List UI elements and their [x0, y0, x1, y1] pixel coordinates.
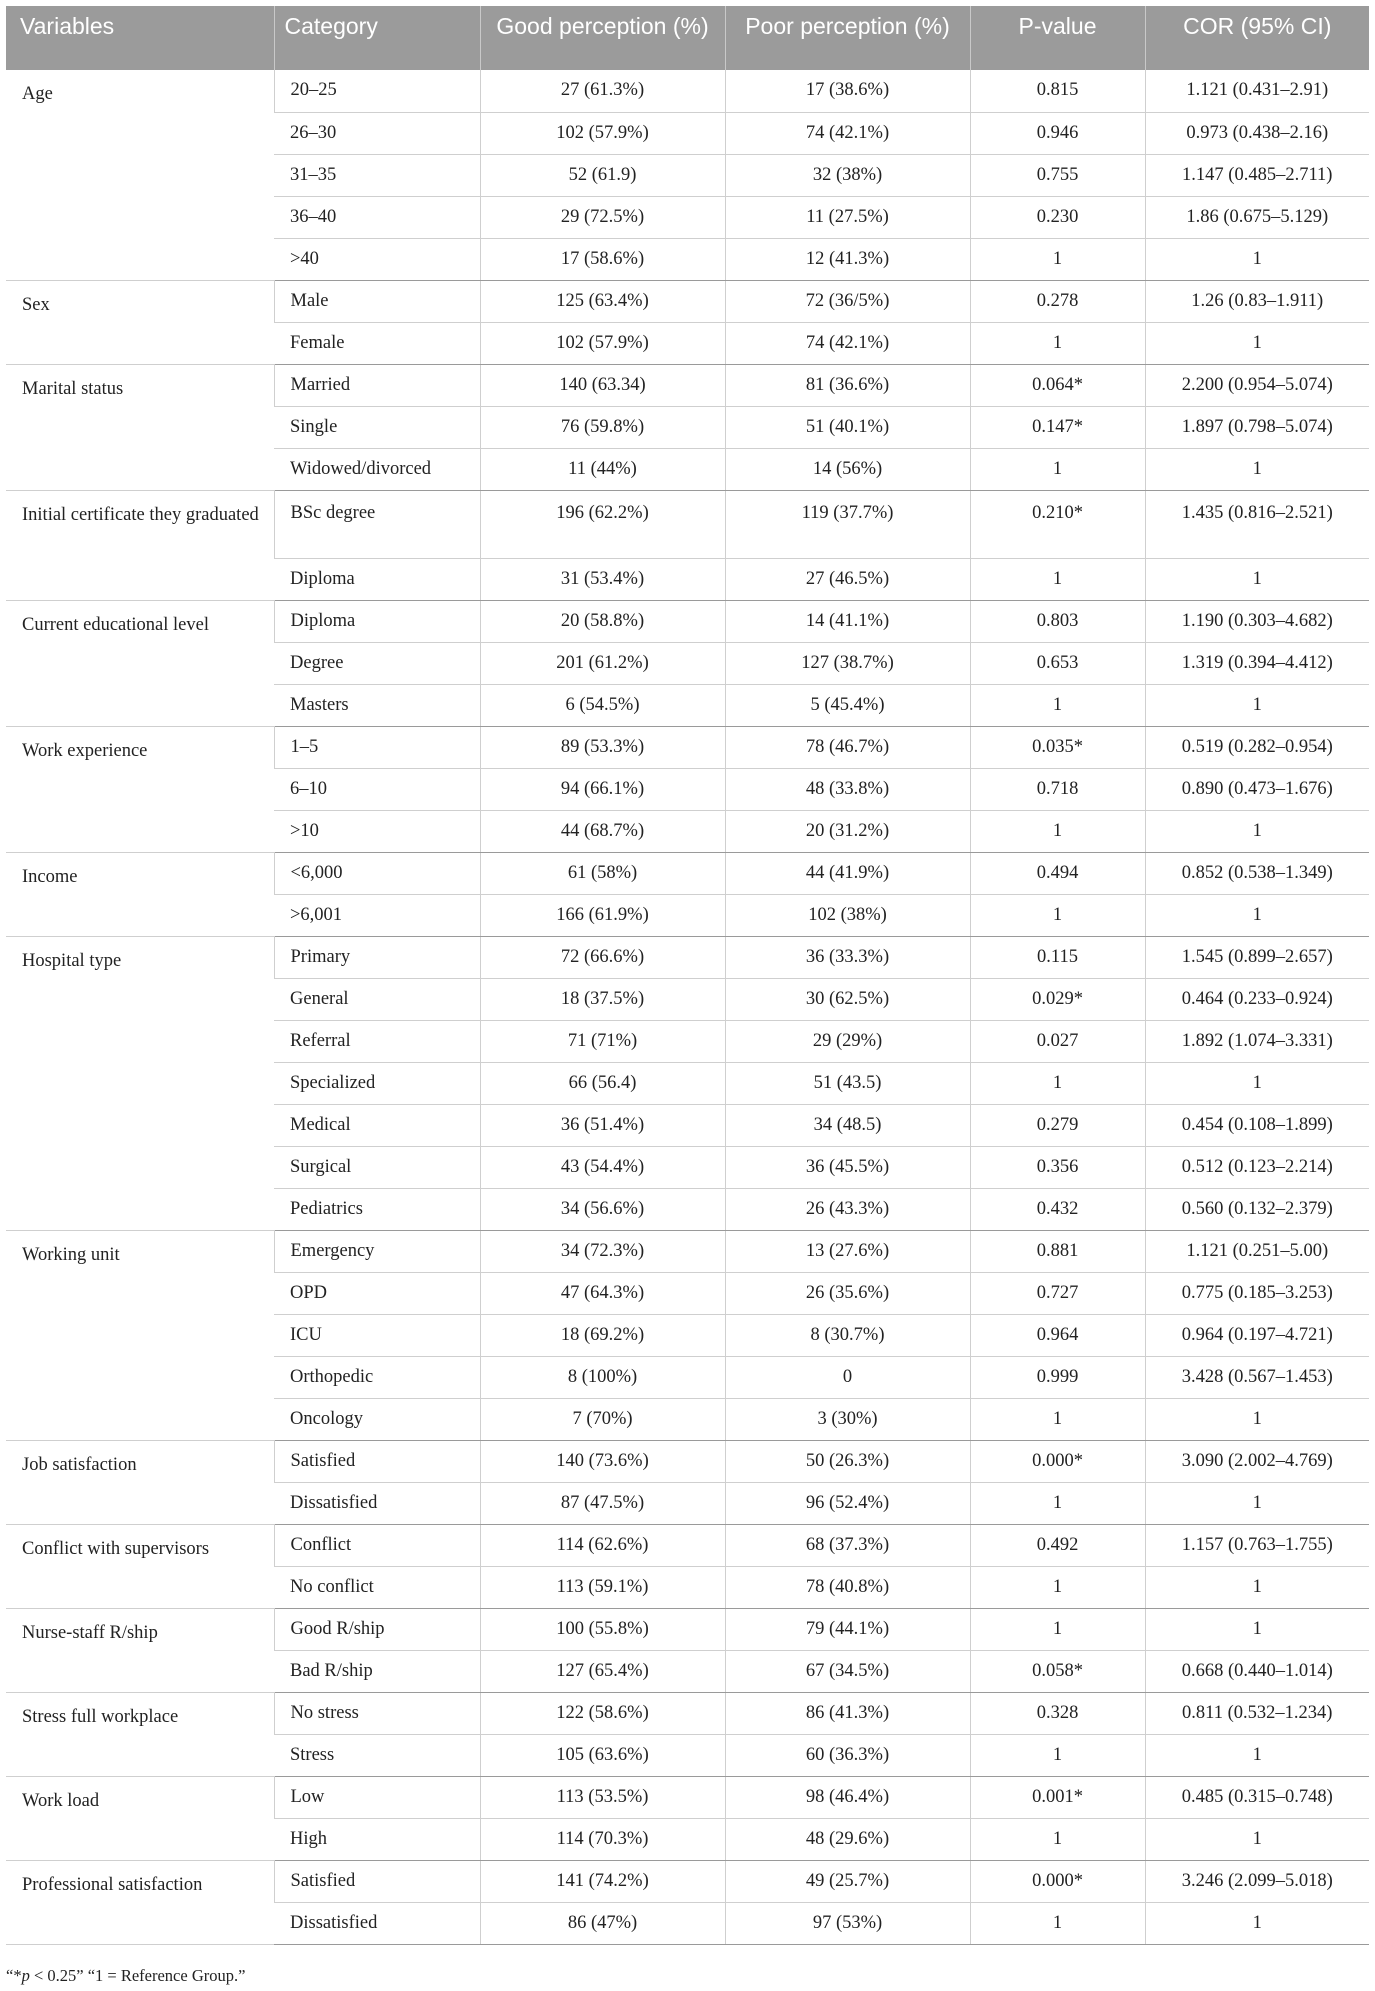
p-value-cell: 0.815 [970, 70, 1145, 112]
table-header-row [6, 6, 1369, 70]
poor-perception-cell: 36 (45.5%) [725, 1146, 970, 1188]
good-perception-cell: 140 (63.34) [480, 364, 725, 406]
poor-perception-cell: 68 (37.3%) [725, 1524, 970, 1566]
footnote-part2: < 0.25” “1 = Reference Group.” [29, 1966, 246, 1985]
cor-cell: 0.890 (0.473–1.676) [1145, 768, 1369, 810]
table-row [6, 1692, 1369, 1734]
header-category: Category [274, 6, 480, 70]
category-cell: Dissatisfied [274, 1902, 480, 1944]
p-value-cell: 0.494 [970, 852, 1145, 894]
poor-perception-cell: 50 (26.3%) [725, 1440, 970, 1482]
cor-cell: 1 [1145, 1482, 1369, 1524]
category-cell: No stress [274, 1692, 480, 1734]
p-value-cell: 0.058* [970, 1650, 1145, 1692]
table-row [6, 1230, 1369, 1272]
good-perception-cell: 102 (57.9%) [480, 322, 725, 364]
poor-perception-cell: 14 (56%) [725, 448, 970, 490]
variable-cell: Hospital type [6, 936, 274, 1230]
poor-perception-cell: 26 (43.3%) [725, 1188, 970, 1230]
cor-cell: 1.147 (0.485–2.711) [1145, 154, 1369, 196]
cor-cell: 1 [1145, 1608, 1369, 1650]
cor-cell: 1 [1145, 1818, 1369, 1860]
poor-perception-cell: 14 (41.1%) [725, 600, 970, 642]
good-perception-cell: 102 (57.9%) [480, 112, 725, 154]
poor-perception-cell: 36 (33.3%) [725, 936, 970, 978]
cor-cell: 1.892 (1.074–3.331) [1145, 1020, 1369, 1062]
good-perception-cell: 89 (53.3%) [480, 726, 725, 768]
p-value-cell: 1 [970, 322, 1145, 364]
table-row [6, 1608, 1369, 1650]
category-cell: General [274, 978, 480, 1020]
poor-perception-cell: 51 (43.5) [725, 1062, 970, 1104]
cor-cell: 0.973 (0.438–2.16) [1145, 112, 1369, 154]
category-cell: 36–40 [274, 196, 480, 238]
cor-cell: 3.246 (2.099–5.018) [1145, 1860, 1369, 1902]
cor-cell: 0.519 (0.282–0.954) [1145, 726, 1369, 768]
category-cell: 20–25 [274, 70, 480, 112]
good-perception-cell: 18 (69.2%) [480, 1314, 725, 1356]
variable-cell: Sex [6, 280, 274, 364]
good-perception-cell: 43 (54.4%) [480, 1146, 725, 1188]
table-row [6, 726, 1369, 768]
cor-cell: 1.157 (0.763–1.755) [1145, 1524, 1369, 1566]
poor-perception-cell: 98 (46.4%) [725, 1776, 970, 1818]
category-cell: OPD [274, 1272, 480, 1314]
poor-perception-cell: 78 (46.7%) [725, 726, 970, 768]
poor-perception-cell: 5 (45.4%) [725, 684, 970, 726]
p-value-cell: 1 [970, 1398, 1145, 1440]
category-cell: Orthopedic [274, 1356, 480, 1398]
cor-cell: 1 [1145, 810, 1369, 852]
p-value-cell: 0.000* [970, 1440, 1145, 1482]
good-perception-cell: 20 (58.8%) [480, 600, 725, 642]
p-value-cell: 0.881 [970, 1230, 1145, 1272]
p-value-cell: 0.115 [970, 936, 1145, 978]
category-cell: Degree [274, 642, 480, 684]
cor-cell: 0.852 (0.538–1.349) [1145, 852, 1369, 894]
category-cell: Satisfied [274, 1440, 480, 1482]
category-cell: Satisfied [274, 1860, 480, 1902]
p-value-cell: 1 [970, 1734, 1145, 1776]
cor-cell: 1.319 (0.394–4.412) [1145, 642, 1369, 684]
good-perception-cell: 8 (100%) [480, 1356, 725, 1398]
p-value-cell: 1 [970, 448, 1145, 490]
good-perception-cell: 34 (72.3%) [480, 1230, 725, 1272]
poor-perception-cell: 74 (42.1%) [725, 322, 970, 364]
poor-perception-cell: 48 (33.8%) [725, 768, 970, 810]
cor-cell: 1 [1145, 448, 1369, 490]
cor-cell: 1 [1145, 894, 1369, 936]
table-row [6, 70, 1369, 112]
table-row [6, 490, 1369, 558]
category-cell: Single [274, 406, 480, 448]
category-cell: Good R/ship [274, 1608, 480, 1650]
cor-cell: 0.485 (0.315–0.748) [1145, 1776, 1369, 1818]
poor-perception-cell: 48 (29.6%) [725, 1818, 970, 1860]
poor-perception-cell: 49 (25.7%) [725, 1860, 970, 1902]
poor-perception-cell: 20 (31.2%) [725, 810, 970, 852]
p-value-cell: 0.755 [970, 154, 1145, 196]
cor-cell: 1.121 (0.431–2.91) [1145, 70, 1369, 112]
cor-cell: 1 [1145, 1398, 1369, 1440]
p-value-cell: 0.064* [970, 364, 1145, 406]
category-cell: 31–35 [274, 154, 480, 196]
p-value-cell: 1 [970, 894, 1145, 936]
cor-cell: 0.512 (0.123–2.214) [1145, 1146, 1369, 1188]
variable-cell: Current educational level [6, 600, 274, 726]
good-perception-cell: 87 (47.5%) [480, 1482, 725, 1524]
p-value-cell: 0.946 [970, 112, 1145, 154]
variable-cell: Work experience [6, 726, 274, 852]
poor-perception-cell: 51 (40.1%) [725, 406, 970, 448]
footnote-p-symbol: p [21, 1966, 30, 1985]
category-cell: >10 [274, 810, 480, 852]
poor-perception-cell: 12 (41.3%) [725, 238, 970, 280]
cor-cell: 0.964 (0.197–4.721) [1145, 1314, 1369, 1356]
good-perception-cell: 44 (68.7%) [480, 810, 725, 852]
footnote-part1: “* [6, 1966, 22, 1985]
p-value-cell: 1 [970, 238, 1145, 280]
poor-perception-cell: 34 (48.5) [725, 1104, 970, 1146]
good-perception-cell: 114 (70.3%) [480, 1818, 725, 1860]
p-value-cell: 0.000* [970, 1860, 1145, 1902]
header-variables: Variables [6, 6, 274, 70]
good-perception-cell: 36 (51.4%) [480, 1104, 725, 1146]
good-perception-cell: 7 (70%) [480, 1398, 725, 1440]
cor-cell: 1 [1145, 322, 1369, 364]
good-perception-cell: 47 (64.3%) [480, 1272, 725, 1314]
p-value-cell: 0.210* [970, 490, 1145, 558]
variable-cell: Job satisfaction [6, 1440, 274, 1524]
good-perception-cell: 66 (56.4) [480, 1062, 725, 1104]
category-cell: Married [274, 364, 480, 406]
p-value-cell: 1 [970, 1818, 1145, 1860]
good-perception-cell: 113 (53.5%) [480, 1776, 725, 1818]
category-cell: 6–10 [274, 768, 480, 810]
good-perception-cell: 201 (61.2%) [480, 642, 725, 684]
category-cell: ICU [274, 1314, 480, 1356]
p-value-cell: 0.035* [970, 726, 1145, 768]
table-row [6, 1524, 1369, 1566]
poor-perception-cell: 29 (29%) [725, 1020, 970, 1062]
data-table-container [6, 6, 1369, 1945]
good-perception-cell: 27 (61.3%) [480, 70, 725, 112]
good-perception-cell: 71 (71%) [480, 1020, 725, 1062]
category-cell: Masters [274, 684, 480, 726]
category-cell: Bad R/ship [274, 1650, 480, 1692]
category-cell: 1–5 [274, 726, 480, 768]
cor-cell: 1 [1145, 238, 1369, 280]
poor-perception-cell: 78 (40.8%) [725, 1566, 970, 1608]
category-cell: Emergency [274, 1230, 480, 1272]
header-good-perception: Good perception (%) [480, 6, 725, 70]
good-perception-cell: 122 (58.6%) [480, 1692, 725, 1734]
good-perception-cell: 52 (61.9) [480, 154, 725, 196]
cor-cell: 1.190 (0.303–4.682) [1145, 600, 1369, 642]
cor-cell: 0.560 (0.132–2.379) [1145, 1188, 1369, 1230]
p-value-cell: 0.432 [970, 1188, 1145, 1230]
poor-perception-cell: 44 (41.9%) [725, 852, 970, 894]
cor-cell: 1.545 (0.899–2.657) [1145, 936, 1369, 978]
poor-perception-cell: 67 (34.5%) [725, 1650, 970, 1692]
good-perception-cell: 196 (62.2%) [480, 490, 725, 558]
category-cell: Widowed/divorced [274, 448, 480, 490]
p-value-cell: 1 [970, 810, 1145, 852]
poor-perception-cell: 127 (38.7%) [725, 642, 970, 684]
category-cell: >40 [274, 238, 480, 280]
variable-cell: Marital status [6, 364, 274, 490]
good-perception-cell: 113 (59.1%) [480, 1566, 725, 1608]
cor-cell: 1 [1145, 1062, 1369, 1104]
category-cell: Conflict [274, 1524, 480, 1566]
good-perception-cell: 76 (59.8%) [480, 406, 725, 448]
cor-cell: 0.464 (0.233–0.924) [1145, 978, 1369, 1020]
cor-cell: 3.428 (0.567–1.453) [1145, 1356, 1369, 1398]
table-row [6, 364, 1369, 406]
p-value-cell: 1 [970, 558, 1145, 600]
category-cell: Medical [274, 1104, 480, 1146]
category-cell: Diploma [274, 558, 480, 600]
category-cell: High [274, 1818, 480, 1860]
variable-cell: Professional satisfaction [6, 1860, 274, 1944]
p-value-cell: 1 [970, 1902, 1145, 1944]
category-cell: 26–30 [274, 112, 480, 154]
poor-perception-cell: 30 (62.5%) [725, 978, 970, 1020]
category-cell: >6,001 [274, 894, 480, 936]
p-value-cell: 0.027 [970, 1020, 1145, 1062]
table-row [6, 1440, 1369, 1482]
table-row [6, 936, 1369, 978]
p-value-cell: 0.029* [970, 978, 1145, 1020]
category-cell: Female [274, 322, 480, 364]
cor-cell: 1.26 (0.83–1.911) [1145, 280, 1369, 322]
cor-cell: 1.86 (0.675–5.129) [1145, 196, 1369, 238]
category-cell: Primary [274, 936, 480, 978]
p-value-cell: 0.718 [970, 768, 1145, 810]
p-value-cell: 0.653 [970, 642, 1145, 684]
cor-cell: 0.775 (0.185–3.253) [1145, 1272, 1369, 1314]
category-cell: Pediatrics [274, 1188, 480, 1230]
poor-perception-cell: 97 (53%) [725, 1902, 970, 1944]
variable-cell: Work load [6, 1776, 274, 1860]
category-cell: BSc degree [274, 490, 480, 558]
good-perception-cell: 94 (66.1%) [480, 768, 725, 810]
p-value-cell: 0.279 [970, 1104, 1145, 1146]
poor-perception-cell: 17 (38.6%) [725, 70, 970, 112]
p-value-cell: 0.999 [970, 1356, 1145, 1398]
good-perception-cell: 125 (63.4%) [480, 280, 725, 322]
good-perception-cell: 86 (47%) [480, 1902, 725, 1944]
p-value-cell: 1 [970, 684, 1145, 726]
table-footnote [6, 1966, 245, 1986]
p-value-cell: 0.964 [970, 1314, 1145, 1356]
cor-cell: 1 [1145, 558, 1369, 600]
good-perception-cell: 61 (58%) [480, 852, 725, 894]
header-poor-perception: Poor perception (%) [725, 6, 970, 70]
p-value-cell: 0.803 [970, 600, 1145, 642]
good-perception-cell: 72 (66.6%) [480, 936, 725, 978]
poor-perception-cell: 102 (38%) [725, 894, 970, 936]
good-perception-cell: 29 (72.5%) [480, 196, 725, 238]
category-cell: Oncology [274, 1398, 480, 1440]
category-cell: <6,000 [274, 852, 480, 894]
good-perception-cell: 141 (74.2%) [480, 1860, 725, 1902]
good-perception-cell: 100 (55.8%) [480, 1608, 725, 1650]
cor-cell: 2.200 (0.954–5.074) [1145, 364, 1369, 406]
table-row [6, 600, 1369, 642]
variable-cell: Conflict with supervisors [6, 1524, 274, 1608]
variable-cell: Initial certificate they graduated [6, 490, 274, 600]
cor-cell: 0.811 (0.532–1.234) [1145, 1692, 1369, 1734]
good-perception-cell: 140 (73.6%) [480, 1440, 725, 1482]
good-perception-cell: 166 (61.9%) [480, 894, 725, 936]
header-cor-ci: COR (95% CI) [1145, 6, 1369, 70]
category-cell: Dissatisfied [274, 1482, 480, 1524]
cor-cell: 1.435 (0.816–2.521) [1145, 490, 1369, 558]
category-cell: No conflict [274, 1566, 480, 1608]
poor-perception-cell: 8 (30.7%) [725, 1314, 970, 1356]
category-cell: Referral [274, 1020, 480, 1062]
poor-perception-cell: 11 (27.5%) [725, 196, 970, 238]
category-cell: Diploma [274, 600, 480, 642]
p-value-cell: 0.492 [970, 1524, 1145, 1566]
cor-cell: 1 [1145, 1566, 1369, 1608]
p-value-cell: 1 [970, 1566, 1145, 1608]
p-value-cell: 0.727 [970, 1272, 1145, 1314]
cor-cell: 0.668 (0.440–1.014) [1145, 1650, 1369, 1692]
cor-cell: 1 [1145, 1734, 1369, 1776]
p-value-cell: 0.278 [970, 280, 1145, 322]
good-perception-cell: 18 (37.5%) [480, 978, 725, 1020]
table-row [6, 1776, 1369, 1818]
poor-perception-cell: 26 (35.6%) [725, 1272, 970, 1314]
poor-perception-cell: 81 (36.6%) [725, 364, 970, 406]
poor-perception-cell: 119 (37.7%) [725, 490, 970, 558]
cor-cell: 0.454 (0.108–1.899) [1145, 1104, 1369, 1146]
good-perception-cell: 114 (62.6%) [480, 1524, 725, 1566]
good-perception-cell: 17 (58.6%) [480, 238, 725, 280]
poor-perception-cell: 86 (41.3%) [725, 1692, 970, 1734]
p-value-cell: 0.356 [970, 1146, 1145, 1188]
table-body [6, 70, 1369, 1944]
variable-cell: Nurse-staff R/ship [6, 1608, 274, 1692]
category-cell: Surgical [274, 1146, 480, 1188]
category-cell: Male [274, 280, 480, 322]
category-cell: Low [274, 1776, 480, 1818]
table-row [6, 852, 1369, 894]
p-value-cell: 0.001* [970, 1776, 1145, 1818]
p-value-cell: 0.147* [970, 406, 1145, 448]
data-table [6, 6, 1369, 1945]
p-value-cell: 0.230 [970, 196, 1145, 238]
poor-perception-cell: 13 (27.6%) [725, 1230, 970, 1272]
poor-perception-cell: 27 (46.5%) [725, 558, 970, 600]
poor-perception-cell: 32 (38%) [725, 154, 970, 196]
header-p-value: P-value [970, 6, 1145, 70]
cor-cell: 3.090 (2.002–4.769) [1145, 1440, 1369, 1482]
table-row [6, 280, 1369, 322]
poor-perception-cell: 74 (42.1%) [725, 112, 970, 154]
poor-perception-cell: 60 (36.3%) [725, 1734, 970, 1776]
good-perception-cell: 11 (44%) [480, 448, 725, 490]
variable-cell: Income [6, 852, 274, 936]
poor-perception-cell: 79 (44.1%) [725, 1608, 970, 1650]
category-cell: Specialized [274, 1062, 480, 1104]
variable-cell: Age [6, 70, 274, 280]
p-value-cell: 0.328 [970, 1692, 1145, 1734]
good-perception-cell: 6 (54.5%) [480, 684, 725, 726]
poor-perception-cell: 0 [725, 1356, 970, 1398]
variable-cell: Working unit [6, 1230, 274, 1440]
variable-cell: Stress full workplace [6, 1692, 274, 1776]
cor-cell: 1.121 (0.251–5.00) [1145, 1230, 1369, 1272]
category-cell: Stress [274, 1734, 480, 1776]
table-row [6, 1860, 1369, 1902]
cor-cell: 1 [1145, 684, 1369, 726]
p-value-cell: 1 [970, 1608, 1145, 1650]
good-perception-cell: 127 (65.4%) [480, 1650, 725, 1692]
p-value-cell: 1 [970, 1482, 1145, 1524]
cor-cell: 1.897 (0.798–5.074) [1145, 406, 1369, 448]
good-perception-cell: 31 (53.4%) [480, 558, 725, 600]
good-perception-cell: 34 (56.6%) [480, 1188, 725, 1230]
poor-perception-cell: 96 (52.4%) [725, 1482, 970, 1524]
poor-perception-cell: 72 (36/5%) [725, 280, 970, 322]
p-value-cell: 1 [970, 1062, 1145, 1104]
good-perception-cell: 105 (63.6%) [480, 1734, 725, 1776]
poor-perception-cell: 3 (30%) [725, 1398, 970, 1440]
cor-cell: 1 [1145, 1902, 1369, 1944]
